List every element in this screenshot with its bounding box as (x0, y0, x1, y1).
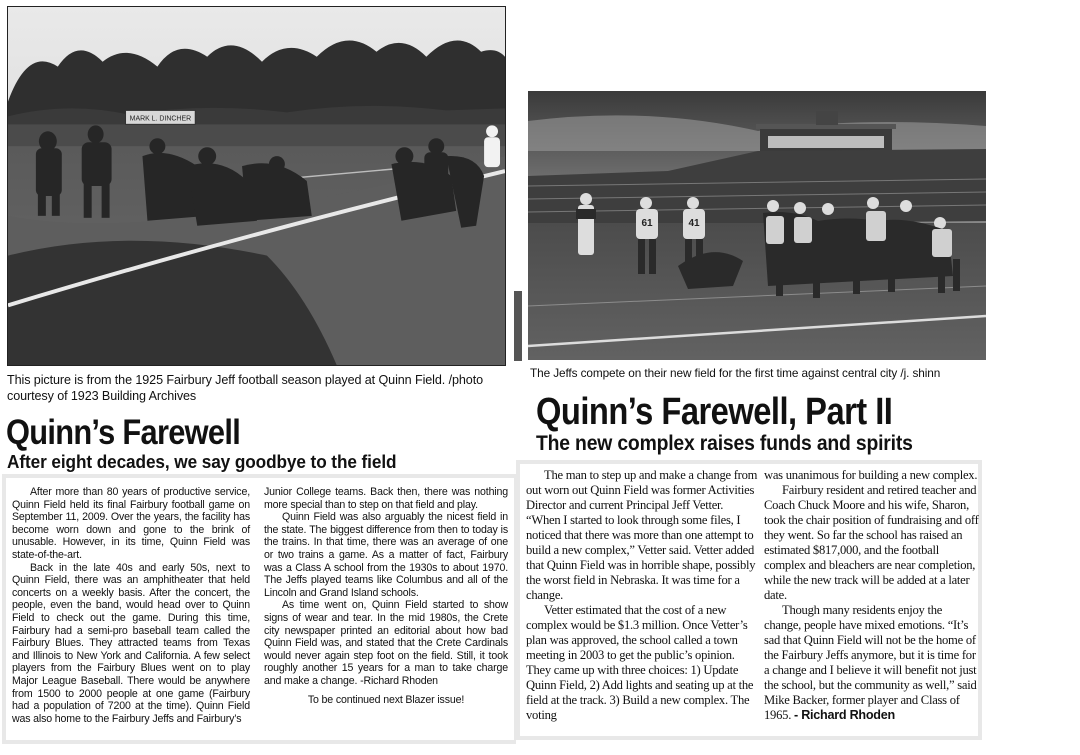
photo-caption-left: This picture is from the 1925 Fairbury Jeff football season played at Quinn Field. /photo courtesy of 1923 Building Archives (7, 373, 483, 403)
jersey-number: 61 (641, 218, 653, 229)
article-subhead-right: The new complex raises funds and spirits (536, 431, 913, 455)
paragraph: After more than 80 years of productive service, Quinn Field held its final Fairbury football game on September 11, 2009. Over the years, the facility has become worn down and gone to the brink of unusable. However, in its time, Quinn Field was state-of-the-art. (12, 486, 250, 561)
article-headline-left: Quinn’s Farewell (6, 413, 241, 452)
paragraph-continuation: was unanimous for building a new complex. (764, 468, 978, 482)
paragraph: Back in the late 40s and early 50s, next to Quinn Field, there was an amphitheater that held concerts on a weekly basis. After the concert, the people, even the band, would head over to Quinn Field to check out the game. During this time, Fairbury had a semi-pro baseball team called the Fairbury Blues. They attracted teams from Texas and Illinois to New York and California. A few select players from the Fairbury Blues went on to play Major League Baseball. There would be anywhere from 1500 to 2000 people at one game (Fairbury had a population of 7200 at the time). Quinn Field was also home to the Fairbury Jeffs and Fairbury’s (12, 561, 250, 725)
photo-new-field-game-image (528, 91, 986, 360)
paragraph: Quinn Field was also arguably the nicest field in the state. The biggest difference from then to today is the trains. In that time, there was an average of one or two trains a game. As a matter of fact, Fairbury was a Class A school from the 1930s to about 1970. The Jeffs played teams like Columbus and all of the Lincoln and Grand Island schools. (264, 511, 508, 599)
article-left-column-2 (264, 486, 508, 706)
photo-1925-game-image (8, 7, 505, 365)
article-right-column-2 (764, 468, 980, 723)
paragraph-continuation: Junior College teams. Back then, there was nothing more special than to step on that field and play. (264, 486, 508, 511)
photo-1925-game (7, 6, 506, 366)
paragraph: Fairbury resident and retired teacher and Coach Chuck Moore and his wife, Sharon, took the chair position of fundraising and off they went. So far the school has raised an estimated $817,000, and the football complex and bleachers are near completion, while the new track will be added at a later date. (764, 483, 979, 602)
paragraph: Vetter estimated that the cost of a new complex would be $1.3 million. Once Vetter’s plan was approved, the school called a town meeting in 2003 to get the public’s opinion. They came up with three choices: 1) Update Quinn Field, 2) Add lights and seating up at the field at the track. 3) Build a new complex. The voting (526, 603, 754, 722)
article-subhead-left: After eight decades, we say goodbye to the field (7, 451, 397, 472)
paragraph (764, 603, 980, 723)
article-box-left (2, 474, 516, 744)
article-left-column-1 (12, 486, 250, 725)
photo-sign-text: MARK L. DINCHER (129, 115, 192, 123)
quote-text: Though many residents enjoy the change, people have mixed emotions. “It’s sad that Quinn Field will not be the home of the Fairbury Jeffs anymore, but it is time for a change and I believe it will benefit not just the school, but the community as well,” said Mike Backer, former player and Class of 1965. (764, 603, 977, 722)
photo-new-field-game (528, 91, 986, 360)
paragraph: The man to step up and make a change from out worn out Quinn Field was former Activities Director and current Principal Jeff Vetter. “When I started to look through some files, I noticed that there was more than one attempt to build a new complex,” Vetter said. Vetter added that Quinn Field was in horrible shape, possibly the worst field in Nebraska. It was time for a change. (526, 468, 758, 602)
article-right-column-1 (526, 468, 758, 723)
photo-edge-strip (514, 291, 522, 361)
continued-note: To be continued next Blazer issue! (307, 693, 465, 706)
article-headline-right: Quinn’s Farewell, Part II (536, 391, 893, 433)
photo-caption-right: The Jeffs compete on their new field for the first time against central city /j. shinn (530, 366, 941, 380)
article-box-right (516, 460, 982, 740)
byline: - Richard Rhoden (794, 708, 895, 722)
jersey-number: 41 (688, 218, 700, 229)
paragraph: As time went on, Quinn Field started to show signs of wear and tear. In the mid 1980s, the Crete city newspaper printed an editorial about how bad Quinn Field was, and stated that the Crete Cardinals would never again step foot on the field. Still, it took roughly another 15 years for a man to take charge and make a change. -Richard Rhoden (264, 599, 508, 687)
